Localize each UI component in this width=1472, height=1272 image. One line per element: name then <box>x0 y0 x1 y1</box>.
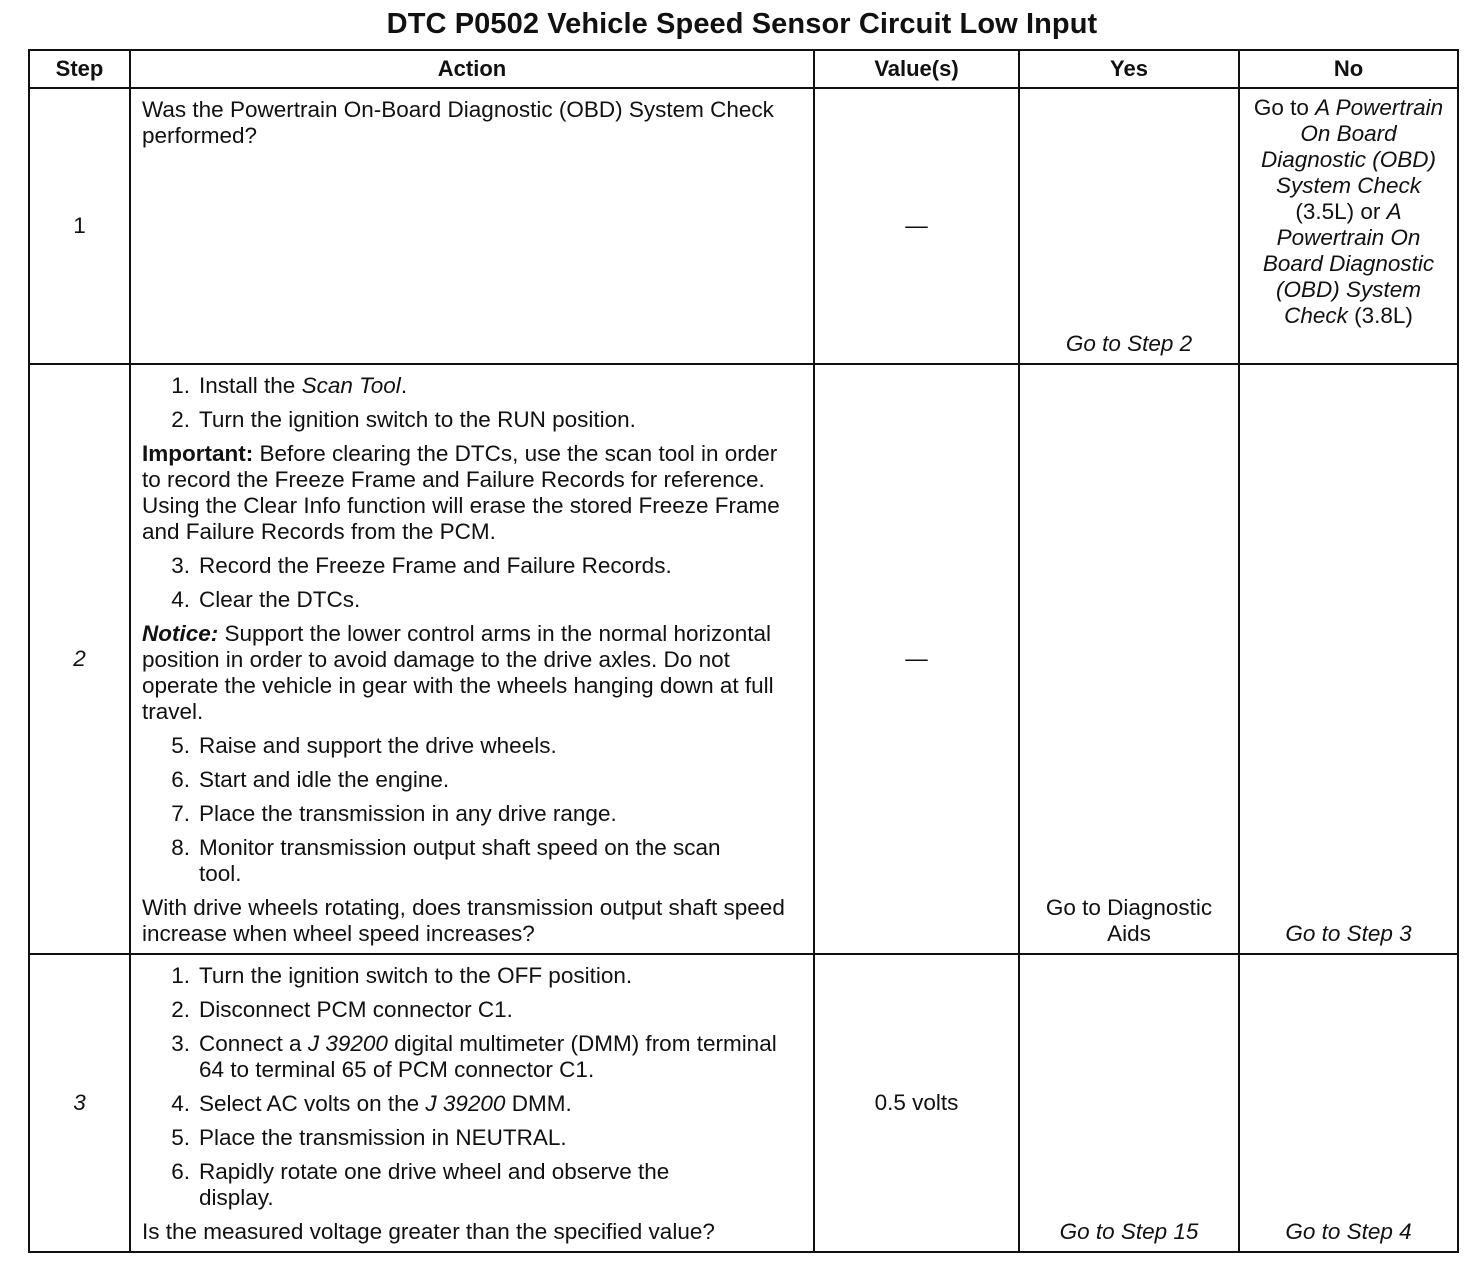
list-item: 4. Clear the DTCs. <box>171 587 361 612</box>
action-cell <box>130 954 814 1252</box>
no-link[interactable]: Go to Step 3 <box>1285 921 1412 946</box>
step-number: 1 <box>29 88 130 364</box>
action-steps-b <box>142 553 801 613</box>
important-note: Important: Before clearing the DTCs, use the scan tool in order to record the Freeze Frame and Failure Records for reference. Using the Clear Info function will erase the stored Freeze Frame and Failure Records from the PCM. <box>142 441 780 544</box>
action-question: Was the Powertrain On-Board Diagnostic (OBD) System Check performed? <box>142 97 774 148</box>
no-suffix-3-8l: (3.8L) <box>1354 303 1413 328</box>
header-values: Value(s) <box>814 50 1019 88</box>
list-item: 2. Disconnect PCM connector C1. <box>171 997 513 1022</box>
no-go-to: Go to <box>1253 95 1309 120</box>
page-title: DTC P0502 Vehicle Speed Sensor Circuit Low Input <box>386 8 1098 40</box>
action-cell <box>130 364 814 954</box>
action-steps-c <box>142 733 801 887</box>
no-link[interactable]: Go to Step 4 <box>1285 1219 1412 1244</box>
list-item: 1. Turn the ignition switch to the OFF position. <box>171 963 633 988</box>
yes-link[interactable]: Go to Step 2 <box>1065 331 1193 356</box>
diagnostic-table <box>28 49 1459 1253</box>
no-cell[interactable] <box>1239 954 1458 1252</box>
list-item: 2. Turn the ignition switch to the RUN position. <box>171 407 636 432</box>
value-cell: — <box>814 364 1019 954</box>
list-item: 6. Rapidly rotate one drive wheel and observe the display. <box>171 1159 670 1210</box>
value-cell: 0.5 volts <box>814 954 1019 1252</box>
value-cell: — <box>814 88 1019 364</box>
no-cell[interactable] <box>1239 364 1458 954</box>
table-row-step-3 <box>29 954 1458 1252</box>
list-item: 1. Install the Scan Tool. <box>171 373 408 398</box>
list-item: 5. Place the transmission in NEUTRAL. <box>171 1125 567 1150</box>
step-number: 3 <box>29 954 130 1252</box>
table-header-row <box>29 50 1458 88</box>
yes-cell[interactable] <box>1019 954 1239 1252</box>
list-item: 3. Connect a J 39200 digital multimeter (DMM) from terminal 64 to terminal 65 of PCM connector C1. <box>171 1031 777 1082</box>
yes-link[interactable]: Go to Diagnostic Aids <box>1045 895 1213 946</box>
header-step: Step <box>29 50 130 88</box>
header-action: Action <box>130 50 814 88</box>
no-cell <box>1239 88 1458 364</box>
list-item: 6. Start and idle the engine. <box>171 767 450 792</box>
action-question: Is the measured voltage greater than the specified value? <box>142 1219 715 1244</box>
notice-note: Notice: Support the lower control arms in the normal horizontal position in order to avoid damage to the drive axles. Do not operate the vehicle in gear with the wheels hanging down at full travel. <box>142 621 774 724</box>
list-item: 5. Raise and support the drive wheels. <box>171 733 557 758</box>
header-yes: Yes <box>1019 50 1239 88</box>
table-row-step-1 <box>29 88 1458 364</box>
action-steps-a <box>142 373 801 433</box>
yes-cell[interactable] <box>1019 364 1239 954</box>
list-item: 7. Place the transmission in any drive range. <box>171 801 617 826</box>
action-question: With drive wheels rotating, does transmission output shaft speed increase when wheel speed increases? <box>142 895 785 946</box>
yes-link[interactable]: Go to Step 15 <box>1059 1219 1199 1244</box>
no-suffix-3-5l: (3.5L) or <box>1295 199 1381 224</box>
yes-cell[interactable] <box>1019 88 1239 364</box>
step-number: 2 <box>29 364 130 954</box>
list-item: 4. Select AC volts on the J 39200 DMM. <box>171 1091 572 1116</box>
action-cell <box>130 88 814 364</box>
list-item: 8. Monitor transmission output shaft speed on the scan tool. <box>171 835 721 886</box>
no-link-obd-3-8l[interactable]: A Powertrain On Board Diagnostic (OBD) System Check <box>1262 199 1435 328</box>
table-row-step-2 <box>29 364 1458 954</box>
header-no: No <box>1239 50 1458 88</box>
action-steps <box>142 963 801 1211</box>
list-item: 3. Record the Freeze Frame and Failure Records. <box>171 553 672 578</box>
no-link-obd-3-5l[interactable]: A Powertrain On Board Diagnostic (OBD) System Check <box>1260 95 1444 198</box>
